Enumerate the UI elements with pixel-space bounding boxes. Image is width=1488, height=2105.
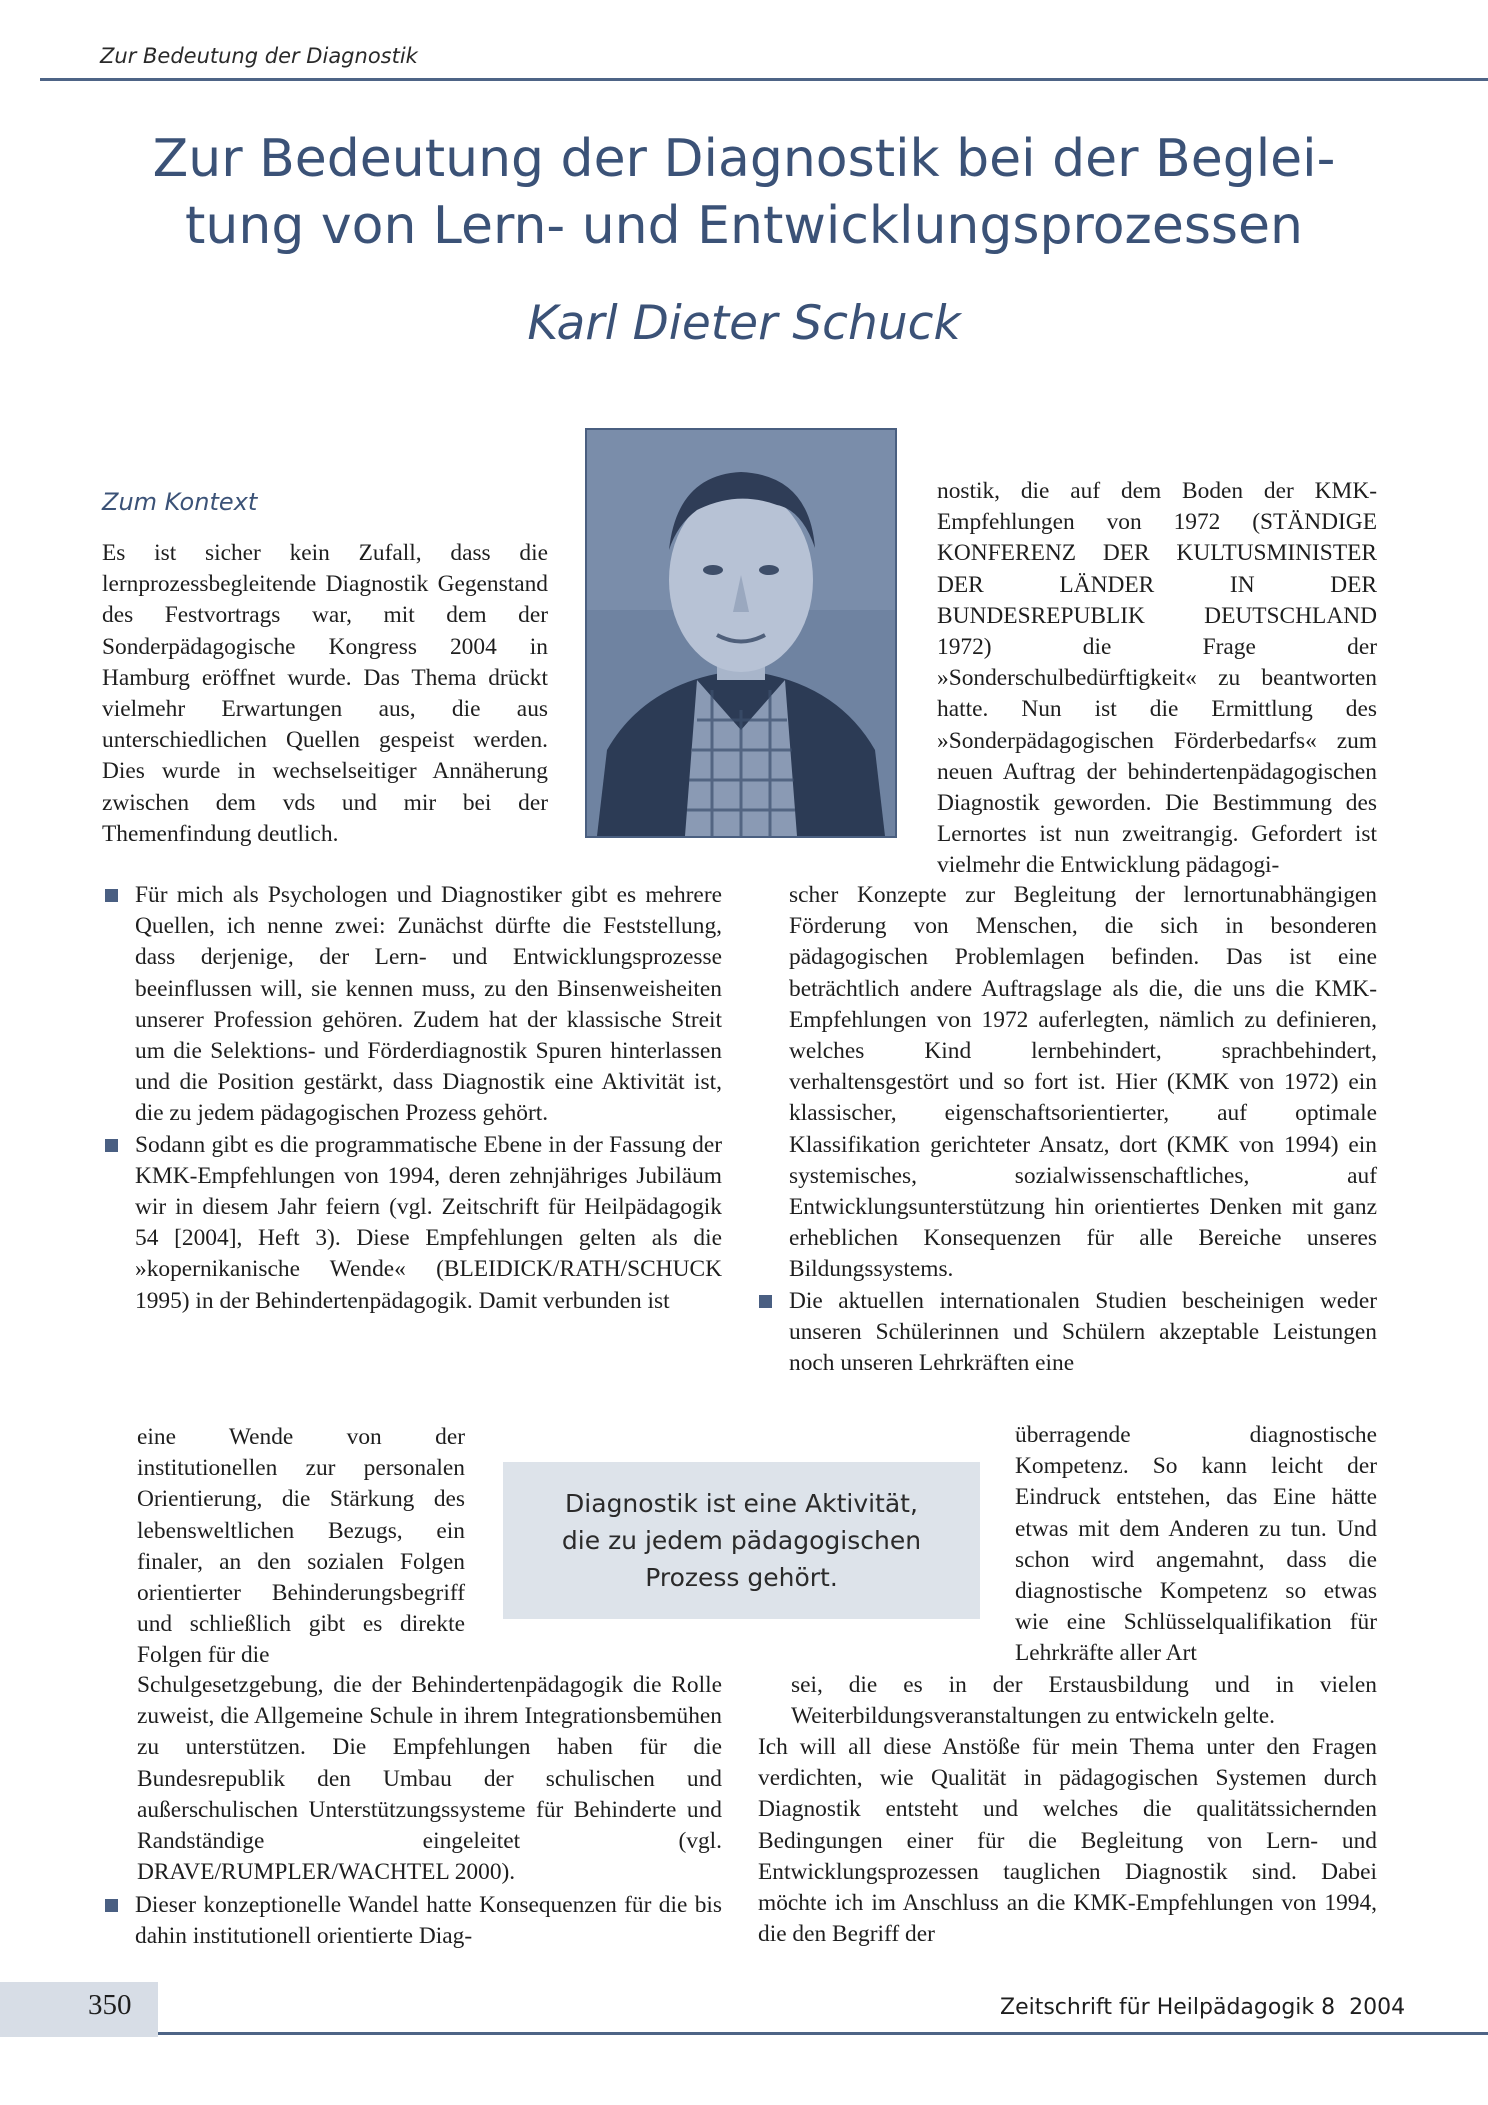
author-portrait bbox=[585, 428, 897, 838]
left-final-bullet bbox=[102, 1890, 722, 1952]
intro-paragraph bbox=[102, 538, 548, 850]
article-title: Zur Bedeutung der Diagnostik bei der Beglei- tung von Lern- und Entwicklungsprozessen bbox=[152, 129, 1336, 256]
section-heading: Zum Kontext bbox=[102, 488, 258, 516]
right-text-2: scher Konzepte zur Begleitung der lernortunabhängigen Förderung von Menschen, die sich in besonderen pädagogischen Problemlagen befinden. Das ist eine beträchtlich andere Auftragslage als die, die uns die KMK-Empfehlungen von 1972 auferlegten, nämlich zu definieren, welches Kind lernbehindert, sprachbehindert, verhaltensgestört und so fort ist. Hier (KMK von 1972) ein klassischer, eigenschaftsorientierter, auf optimale Klassifikation gerichteter Ansatz, dort (KMK von 1994) ein systemisches, sozialwissenschaftliches, auf Entwicklungsunterstützung hin orientiertes Denken mit ganz erheblichen Konsequenzen für alle Bereiche unseres Bildungssystems. bbox=[789, 882, 1377, 1283]
bullet-text-2a: Sodann gibt es die programmatische Ebene in der Fassung der KMK-Empfehlungen von 1994, deren zehnjähriges Jubiläum wir in diesem Jahr feiern (vgl. Zeitschrift für Heilpädagogik 54 [2004], Heft 3). Diese Empfehlungen gelten als die »kopernikanische Wende« (BLEIDICK/RATH/SCHUCK 1995) in der Behindertenpädagogik. Damit verbunden ist bbox=[135, 1131, 722, 1314]
bullet-text-1: Für mich als Psychologen und Diagnostiker gibt es mehrere Quellen, ich nenne zwei: Zunächst dürfte die Feststellung, dass derjenige, der Lern- und Entwicklungsprozesse beeinflussen will, sie kennen muss, zu den Binsenweisheiten unserer Profession gehören. Zudem hat der klassische Streit um die Selektions- und Förderdiagnostik Spuren hinterlassen und die Position gestärkt, dass Diagnostik eine Aktivität ist, die zu jedem pädagogischen Prozess gehört. bbox=[135, 882, 722, 1127]
pull-quote: Diagnostik ist eine Aktivität, die zu jedem pädagogischen Prozess gehört. bbox=[503, 1462, 980, 1619]
author-name: Karl Dieter Schuck bbox=[527, 296, 961, 351]
right-column-middle bbox=[789, 880, 1377, 1379]
intro-text: Es ist sicher kein Zufall, dass die lernprozessbegleitende Diagnostik Gegenstand des Festvortrags war, mit dem der Sonderpädagogische Kongress 2004 in Hamburg eröffnet wurde. Das Thema drückt vielmehr Erwartungen aus, die aus unterschiedlichen Quellen gespeist werden. Dies wurde in wechselseitiger Annäherung zwischen dem vds und mir bei der Themenfindung deutlich. bbox=[102, 540, 548, 847]
bullet-text-3: Dieser konzeptionelle Wandel hatte Konsequenzen für die bis dahin institutionell orientierte Diag- bbox=[135, 1892, 722, 1950]
page-number: 350 bbox=[88, 1989, 132, 2021]
left-continuation bbox=[137, 1670, 722, 1888]
list-item bbox=[756, 1286, 1377, 1380]
journal-citation: Zeitschrift für Heilpädagogik 8 2004 bbox=[1000, 1995, 1406, 2020]
right-column-top bbox=[937, 476, 1377, 882]
right-continuation bbox=[791, 1670, 1377, 1732]
page-number-box bbox=[0, 1982, 158, 2037]
bullet-text-4c: sei, die es in der Erstausbildung und in vielen Weiterbildungsveranstaltungen zu entwickeln gelte. bbox=[791, 1672, 1377, 1730]
list-item bbox=[102, 880, 722, 1130]
portrait-photo bbox=[587, 430, 895, 836]
bullet-text-4b: überragende diagnostische Kompetenz. So kann leicht der Eindruck entstehen, das Eine hätte etwas mit dem Anderen zu tun. Und schon wird angemahnt, dass die diagnostische Kompetenz so etwas wie eine Schlüsselqualifikation für Lehrkräfte aller Art bbox=[1015, 1422, 1377, 1667]
top-rule bbox=[40, 78, 1488, 81]
bottom-rule bbox=[158, 2032, 1488, 2035]
bullet-text-2b: eine Wende von der institutionellen zur personalen Orientierung, die Stärkung des lebensweltlichen Bezugs, ein finaler, an den sozialen Folgen orientierter Behinderungsbegriff und schließlich gibt es direkte Folgen für die bbox=[137, 1424, 465, 1669]
list-item bbox=[102, 1130, 722, 1317]
closing-paragraph bbox=[758, 1732, 1377, 1950]
bullet-text-4a: Die aktuellen internationalen Studien bescheinigen weder unseren Schülerinnen und Schülern akzeptable Leistungen noch unseren Lehrkräften eine bbox=[789, 1287, 1377, 1377]
running-head: Zur Bedeutung der Diagnostik bbox=[100, 44, 418, 68]
right-wrap-text bbox=[1015, 1420, 1377, 1670]
left-wrap-text bbox=[137, 1422, 465, 1672]
list-item bbox=[102, 1890, 722, 1952]
closing-text: Ich will all diese Anstöße für mein Thema unter den Fragen verdichten, wie Qualität in pädagogischen Systemen durch Diagnostik entsteht und welches die qualitätssichernden Bedingungen einer für die Begleitung von Lern- und Entwicklungsprozessen tauglichen Diagnostik sind. Dabei möchte ich im Anschluss an die KMK-Empfehlungen von 1994, die den Begriff der bbox=[758, 1734, 1377, 1948]
left-bullet-list bbox=[102, 880, 722, 1317]
bullet-text-2c: Schulgesetzgebung, die der Behindertenpädagogik die Rolle zuweist, die Allgemeine Schule in ihrem Integrationsbemühen zu unterstützen. Die Empfehlungen haben für die Bundesrepublik den Umbau der schulischen und außerschulischen Unterstützungssysteme für Behinderte und Randständige eingeleitet (vgl. DRAVE/RUMPLER/WACHTEL 2000). bbox=[137, 1672, 722, 1886]
right-text-1: nostik, die auf dem Boden der KMK-Empfehlungen von 1972 (STÄNDIGE KONFERENZ DER KULTUSMINISTER DER LÄNDER IN DER BUNDESREPUBLIK DEUTSCHLAND 1972) die Frage der »Sonderschulbedürftigkeit« zu beantworten hatte. Nun ist die Ermittlung des »Sonderpädagogischen Förderbedarfs« zum neuen Auftrag der behindertenpädagogischen Diagnostik geworden. Die Bestimmung des Lernortes ist nun zweitrangig. Gefordert ist vielmehr die Entwicklung pädagogi- bbox=[937, 478, 1377, 879]
